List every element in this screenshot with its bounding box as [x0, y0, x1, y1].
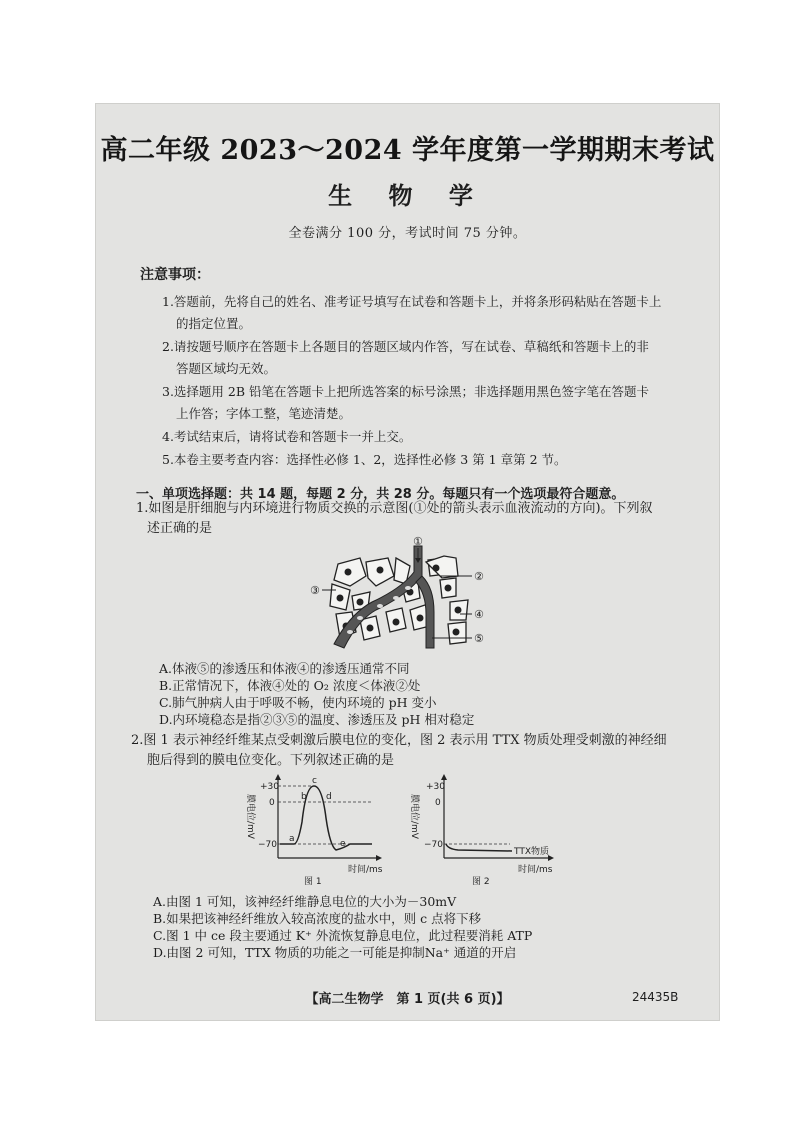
cell-nucleus [377, 567, 384, 574]
question-1-stem [136, 499, 696, 539]
point-a: a [289, 834, 295, 844]
exam-title: 高二年级 2023～2024 学年度第一学期期末考试 [100, 135, 715, 166]
y-tick-minus70: −70 [424, 840, 443, 850]
notice-line: 的指定位置。 [176, 316, 252, 331]
notice-item [162, 449, 682, 471]
cell-nucleus [455, 607, 462, 614]
label-2: ② [474, 570, 484, 583]
cell-nucleus [393, 619, 400, 626]
y-tick-minus70: −70 [258, 840, 277, 850]
y-tick-plus30: +30 [426, 782, 445, 792]
point-b: b [301, 792, 307, 802]
cell-nucleus [433, 565, 440, 572]
notice-line: 4.考试结束后，请将试卷和答题卡一并上交。 [162, 429, 412, 444]
label-1: ① [413, 536, 423, 548]
figure-caption: 图 1 [304, 877, 322, 887]
score-time-info: 全卷满分 100 分，考试时间 75 分钟。 [288, 226, 527, 241]
y-axis-label: 膜电位/mV [245, 794, 255, 839]
subject-title: 生 物 学 [328, 181, 487, 210]
notice-line: 1.答题前，先将自己的姓名、准考证号填写在试卷和答题卡上，并将条形码粘贴在答题卡上 [162, 294, 662, 309]
liver-cell-diagram [310, 536, 500, 658]
cell-nucleus [445, 585, 452, 592]
notice-line: 答题区域均无效。 [176, 361, 277, 376]
notice-item [162, 381, 682, 425]
cell-nucleus [337, 595, 344, 602]
notice-line: 2.请按题号顺序在答题卡上各题目的答题区域内作答，写在试卷、草稿纸和答题卡上的非 [162, 339, 649, 354]
y-tick-zero: 0 [269, 798, 275, 808]
option-d[interactable]: D.内环境稳态是指②③⑤的温度、渗透压及 pH 相对稳定 [159, 712, 475, 727]
label-5: ⑤ [474, 632, 484, 645]
stem-line: 2.图 1 表示神经纤维某点受刺激后膜电位的变化，图 2 表示用 TTX 物质处理受刺激的神经细 [131, 733, 667, 748]
label-4: ④ [474, 608, 484, 621]
option-b[interactable]: B.正常情况下，体液④处的 O₂ 浓度＜体液②处 [159, 678, 421, 693]
figure-1-action-potential [240, 772, 385, 887]
blood-cell [393, 596, 399, 600]
cell-nucleus [345, 569, 352, 576]
blood-cell [357, 616, 363, 620]
ttx-curve [446, 844, 512, 851]
label-3: ③ [310, 584, 320, 597]
stem-line: 述正确的是 [147, 521, 213, 536]
blood-cell [347, 630, 353, 634]
notice-item [162, 336, 682, 380]
notice-item [162, 426, 682, 448]
notice-line: 3.选择题用 2B 铅笔在答题卡上把所选答案的标号涂黑；非选择题用黑色签字笔在答题卡 [162, 384, 650, 399]
notice-line: 上作答；字体工整，笔迹清楚。 [176, 406, 352, 421]
question-1-options [159, 660, 559, 728]
y-axis-label: 膜电位/mV [409, 794, 419, 839]
y-tick-zero: 0 [435, 798, 441, 808]
blood-cell [405, 586, 411, 590]
point-d: d [326, 792, 332, 802]
notice-list [162, 291, 682, 472]
y-tick-plus30: +30 [260, 782, 279, 792]
option-c[interactable]: C.肺气肿病人由于呼吸不畅，使内环境的 pH 变小 [159, 695, 437, 710]
ttx-curve-label: TTX物质 [514, 847, 550, 857]
point-e: e [340, 839, 346, 849]
notice-line: 5.本卷主要考查内容：选择性必修 1、2，选择性必修 3 第 1 章第 2 节。 [162, 452, 567, 467]
option-c[interactable]: C.图 1 中 ce 段主要通过 K⁺ 外流恢复静息电位，此过程要消耗 ATP [153, 928, 533, 943]
figure-2-ttx-potential [400, 772, 565, 887]
cell-nucleus [367, 625, 374, 632]
option-b[interactable]: B.如果把该神经纤维放入较高浓度的盐水中，则 c 点将下移 [153, 911, 482, 926]
option-d[interactable]: D.由图 2 可知，TTX 物质的功能之一可能是抑制Na⁺ 通道的开启 [153, 945, 517, 960]
question-2-options [153, 893, 603, 961]
y-axis-arrow [275, 774, 281, 780]
notice-item [162, 291, 682, 335]
question-2-stem [131, 731, 701, 771]
x-axis-label: 时间/ms [518, 865, 553, 875]
paper-code: 24435B [632, 990, 679, 1004]
blood-cell [377, 604, 383, 608]
point-c: c [312, 776, 317, 786]
stem-line: 胞后得到的膜电位变化。下列叙述正确的是 [147, 753, 395, 768]
option-a[interactable]: A.由图 1 可知，该神经纤维静息电位的大小为－30mV [153, 894, 457, 909]
notice-title: 注意事项： [140, 267, 210, 283]
x-axis-label: 时间/ms [348, 865, 383, 875]
x-axis-arrow [376, 855, 382, 861]
section-heading: 一、单项选择题：共 14 题，每题 2 分，共 28 分。每题只有一个选项最符合题意。 [136, 487, 625, 502]
page-footer: 【高二生物学 第 1 页(共 6 页)】 [305, 992, 510, 1007]
y-axis-arrow [441, 774, 447, 780]
cell-nucleus [453, 629, 460, 636]
cell-nucleus [357, 599, 364, 606]
cell-nucleus [417, 615, 424, 622]
figure-caption: 图 2 [472, 877, 490, 887]
option-a[interactable]: A.体液⑤的渗透压和体液④的渗透压通常不同 [159, 661, 410, 676]
stem-line: 1.如图是肝细胞与内环境进行物质交换的示意图(①处的箭头表示血液流动的方向)。下列叙 [136, 501, 653, 516]
